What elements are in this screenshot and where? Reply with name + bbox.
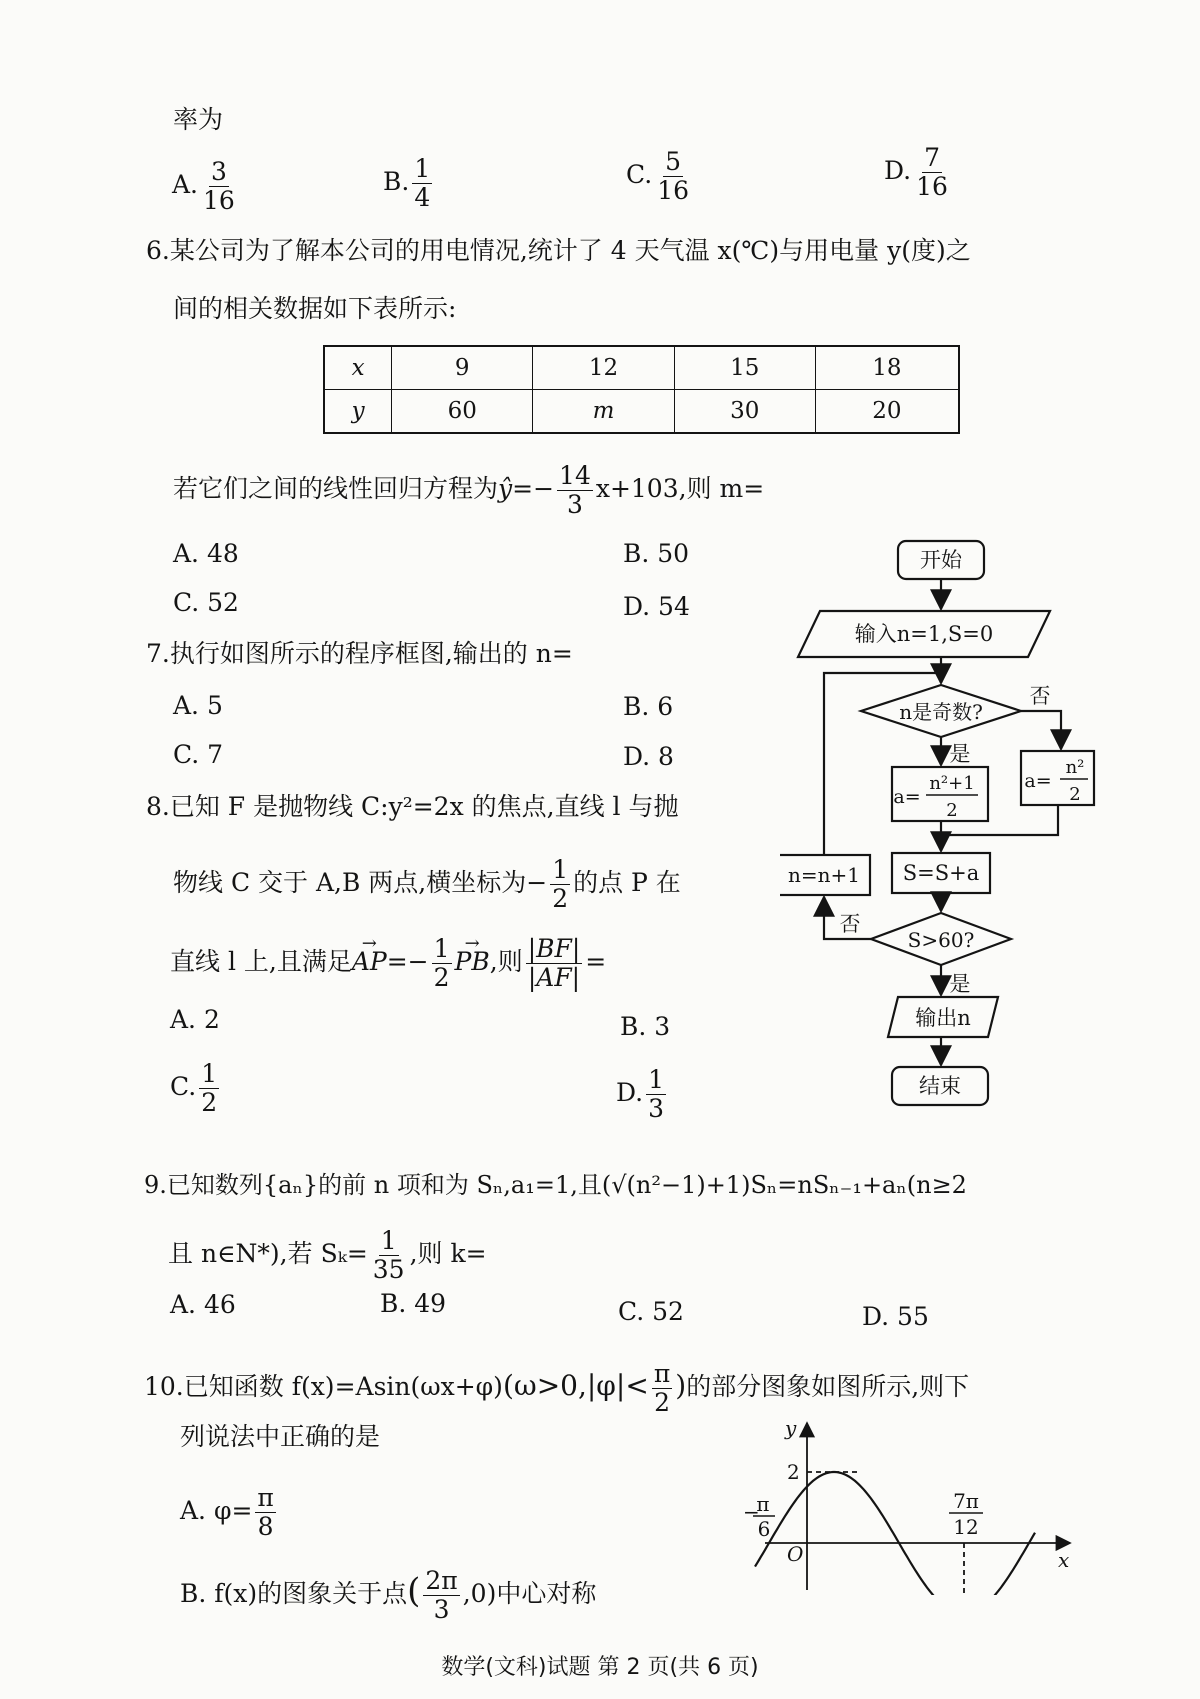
q9-option-c: C. 52 bbox=[618, 1297, 684, 1326]
q5-option-a: A. $\frac{3}{16}$ bbox=[172, 157, 235, 215]
q8-stem-line2: 物线 C 交于 A,B 两点,横坐标为− $\frac{1}{2}$ 的点 P 在 bbox=[173, 855, 681, 913]
flowchart-output-label: 输出n bbox=[915, 1006, 971, 1030]
flowchart-sum-label: S=S+a bbox=[902, 861, 980, 885]
q8-option-c: C. $\frac{1}{2}$ bbox=[170, 1059, 218, 1117]
left-tick-sign: − bbox=[743, 1500, 760, 1524]
flowchart-right-a: a= bbox=[1024, 770, 1052, 792]
right-tick-den: 12 bbox=[953, 1515, 979, 1539]
y-axis-label: y bbox=[785, 1416, 797, 1440]
q6-option-c: C. 52 bbox=[173, 588, 239, 617]
q6-stem-line1: 6.某公司为了解本公司的用电情况,统计了 4 天气温 x(℃)与用电量 y(度)之 bbox=[146, 236, 971, 265]
table-cell: 20 bbox=[815, 390, 959, 434]
q6-option-a: A. 48 bbox=[173, 539, 239, 568]
q5-stem-tail: 率为 bbox=[173, 105, 224, 134]
flowchart-cond2-label: S>60? bbox=[907, 928, 975, 952]
q6-stem-line2: 间的相关数据如下表所示: bbox=[173, 294, 457, 323]
flowchart-yes2-label: 是 bbox=[949, 972, 971, 996]
q7-option-b: B. 6 bbox=[623, 692, 674, 721]
q8-stem-line3: 直线 l 上,且满足→ AP=− $\frac{1}{2}$ → PB,则 $\frac{|BF|}{|AF|}$ = bbox=[170, 935, 606, 992]
q5-option-c: C. $\frac{5}{16}$ bbox=[626, 147, 689, 205]
table-cell: 9 bbox=[392, 346, 533, 390]
x-axis-label: x bbox=[1058, 1548, 1070, 1572]
flowchart-end-label: 结束 bbox=[919, 1074, 961, 1098]
q8-stem-line1: 8.已知 F 是抛物线 C:y²=2x 的焦点,直线 l 与抛 bbox=[146, 792, 679, 821]
q9-option-d: D. 55 bbox=[862, 1302, 929, 1331]
flowchart-start-label: 开始 bbox=[920, 548, 962, 572]
flowchart-yes-label: 是 bbox=[949, 742, 971, 766]
flowchart-input-label: 输入n=1,S=0 bbox=[854, 622, 994, 646]
sine-curve bbox=[755, 1472, 1035, 1595]
flowchart-cond1-label: n是奇数? bbox=[899, 700, 983, 724]
flowchart-left-num: n²+1 bbox=[929, 773, 975, 794]
table-cell: y bbox=[324, 390, 392, 434]
q7-option-d: D. 8 bbox=[623, 742, 674, 771]
q9-option-a: A. 46 bbox=[170, 1290, 236, 1319]
page-footer: 数学(文科)试题 第 2 页(共 6 页) bbox=[441, 1655, 759, 1680]
q7-option-a: A. 5 bbox=[173, 691, 223, 720]
q9-option-b: B. 49 bbox=[380, 1289, 447, 1318]
q10-option-a: A. φ= $\frac{\pi}{8}$ bbox=[180, 1483, 274, 1541]
q6-option-d: D. 54 bbox=[623, 592, 690, 621]
flowchart-right-den: 2 bbox=[1069, 784, 1081, 805]
q7-option-c: C. 7 bbox=[173, 740, 224, 769]
table-row bbox=[324, 390, 959, 434]
q6-regression-line: 若它们之间的线性回归方程为ŷ=− $\frac{14}{3}$ x+103,则 m= bbox=[173, 461, 765, 519]
vector-ap: → AP bbox=[352, 945, 387, 979]
q5-option-b: B. $\frac{1}{4}$ bbox=[383, 154, 431, 212]
q6-data-table bbox=[323, 345, 960, 434]
q9-stem-line1: 9.已知数列{aₙ}的前 n 项和为 Sₙ,a₁=1,且(√(n²−1)+1)Sₙ=nSₙ₋₁+aₙ(n≥2 bbox=[144, 1171, 967, 1199]
flowchart-increment-label: n=n+1 bbox=[787, 863, 861, 887]
sine-graph bbox=[735, 1415, 1075, 1595]
q8-option-a: A. 2 bbox=[170, 1005, 220, 1034]
right-tick-num: 7π bbox=[953, 1489, 979, 1513]
flowchart-no2-label: 否 bbox=[839, 912, 861, 936]
q6-option-b: B. 50 bbox=[623, 539, 690, 568]
table-cell: x bbox=[324, 346, 392, 390]
table-cell: 30 bbox=[674, 390, 815, 434]
table-cell: 60 bbox=[392, 390, 533, 434]
q5-option-d: D. $\frac{7}{16}$ bbox=[884, 143, 948, 201]
q10-option-b: B. f(x)的图象关于点( $\frac{2\pi}{3}$ ,0)中心对称 bbox=[180, 1566, 597, 1624]
table-cell: 18 bbox=[815, 346, 959, 390]
table-cell: m bbox=[533, 390, 674, 434]
flowchart bbox=[780, 535, 1130, 1120]
flowchart-left-den: 2 bbox=[946, 800, 958, 821]
q7-stem: 7.执行如图所示的程序框图,输出的 n= bbox=[146, 639, 573, 668]
q10-stem-line1: 10.已知函数 f(x)=Asin(ωx+φ)(ω>0,|φ|< $\frac{\pi}{2}$ )的部分图象如图所示,则下 bbox=[144, 1359, 970, 1417]
left-tick-num: π bbox=[756, 1492, 770, 1516]
origin-label: O bbox=[787, 1542, 804, 1566]
q9-stem-line2: 且 n∈N*),若 Sₖ= $\frac{1}{35}$ ,则 k= bbox=[168, 1226, 487, 1284]
left-tick-den: 6 bbox=[757, 1517, 771, 1541]
table-row bbox=[324, 346, 959, 390]
q8-option-d: D. $\frac{1}{3}$ bbox=[616, 1065, 665, 1123]
flowchart-no-label: 否 bbox=[1029, 684, 1051, 708]
vector-pb: → PB bbox=[455, 945, 490, 979]
q8-option-b: B. 3 bbox=[620, 1012, 671, 1041]
q10-stem-line2: 列说法中正确的是 bbox=[180, 1422, 381, 1451]
flowchart-right-num: n² bbox=[1065, 757, 1085, 778]
table-cell: 12 bbox=[533, 346, 674, 390]
flowchart-left-a: a= bbox=[893, 786, 921, 808]
table-cell: 15 bbox=[674, 346, 815, 390]
y-tick-label: 2 bbox=[787, 1460, 800, 1484]
